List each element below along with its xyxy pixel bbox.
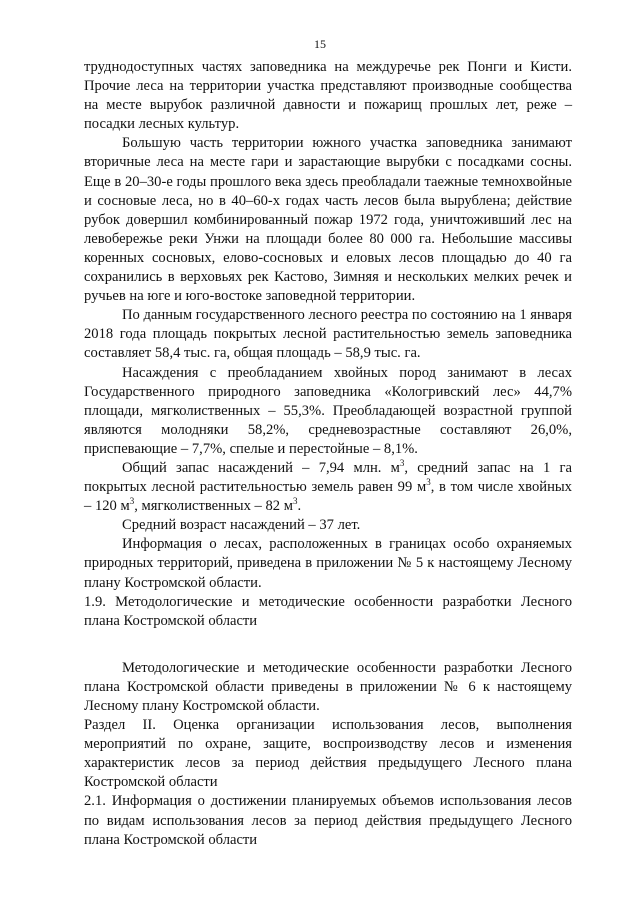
paragraph-5-part-e: . (297, 498, 302, 515)
superscript-3: 3 (129, 496, 135, 507)
superscript-3: 3 (292, 496, 298, 507)
paragraph-8: Методологические и методические особенности разработки Лесного плана Костромской области приведены в приложении № 6 к настоящему Лесному плану Костромской области. (84, 659, 572, 714)
paragraph-3: По данным государственного лесного реестра по состоянию на 1 января 2018 года площадь покрытых лесной растительностью земель заповедника составляет 58,4 тыс. га, общая площадь – 58,9 тыс. га. (84, 307, 572, 362)
heading-1-9: 1.9. Методологические и методические особенности разработки Лесного плана Костромской области (84, 593, 572, 629)
paragraph-7: Информация о лесах, расположенных в границах особо охраняемых природных территорий, приведена в приложении № 5 к настоящему Лесному плану Костромской области. (84, 536, 572, 591)
paragraph-1: труднодоступных частях заповедника на междуречье рек Понги и Кисти. Прочие леса на территории участка представляют производные сообщества на месте вырубок различной давности и пожарищ прошлых лет, реже – посадки лесных культур. (84, 59, 572, 133)
paragraph-5-part-a: Общий запас насаждений – 7,94 млн. м (122, 459, 400, 476)
paragraph-5-part-b: , средний запас на 1 га покрытых лесной растительностью земель равен 99 м (84, 459, 572, 496)
superscript-3: 3 (399, 458, 405, 469)
paragraph-2: Большую часть территории южного участка заповедника занимают вторичные леса на месте гари и зарастающие вырубки с посадками сосны. Еще в 20–30-е годы прошлого века здесь преобладали таежные темнохвойные и сосновые леса, но в 40–60-х годах часть лесов была вырублена; действие рубок довершил комбинированный пожар 1972 года, уничтоживший лес на левобережье реки Унжи на площади более 80 000 га. Небольшие массивы коренных сосновых, елово-сосновых и еловых лесов площадью до 40 га сохранились в верховьях рек Кастово, Зимняя и нескольких мелких речек и ручьев на юге и юго-востоке заповедной территории. (84, 135, 572, 305)
paragraph-5-part-d: , мягколиственных – 82 м (134, 498, 293, 515)
document-body (84, 58, 572, 850)
paragraph-6: Средний возраст насаждений – 37 лет. (122, 517, 361, 534)
heading-2-1: 2.1. Информация о достижении планируемых объемов использования лесов по видам использования лесов за период действия предыдущего Лесного плана Костромской области (84, 793, 572, 848)
page-number: 15 (314, 37, 326, 51)
paragraph-4: Насаждения с преобладанием хвойных пород занимают в лесах Государственного природного заповедника «Кологривский лес» 44,7% площади, мягколиственных – 55,3%. Преобладающей возрастной группой являются молодняки 58,2%, средневозрастные составляют 26,0%, приспевающие – 7,7%, спелые и перестойные – 8,1%. (84, 364, 572, 457)
paragraph-5 (84, 459, 572, 516)
heading-section-2: Раздел II. Оценка организации использования лесов, выполнения мероприятий по охране, защите, воспроизводству лесов и изменения характеристик лесов за период действия предыдущего Лесного плана Костромской области (84, 717, 572, 791)
superscript-3: 3 (426, 477, 431, 488)
paragraph-5-part-c: , в том числе хвойных – 120 м (84, 479, 572, 515)
